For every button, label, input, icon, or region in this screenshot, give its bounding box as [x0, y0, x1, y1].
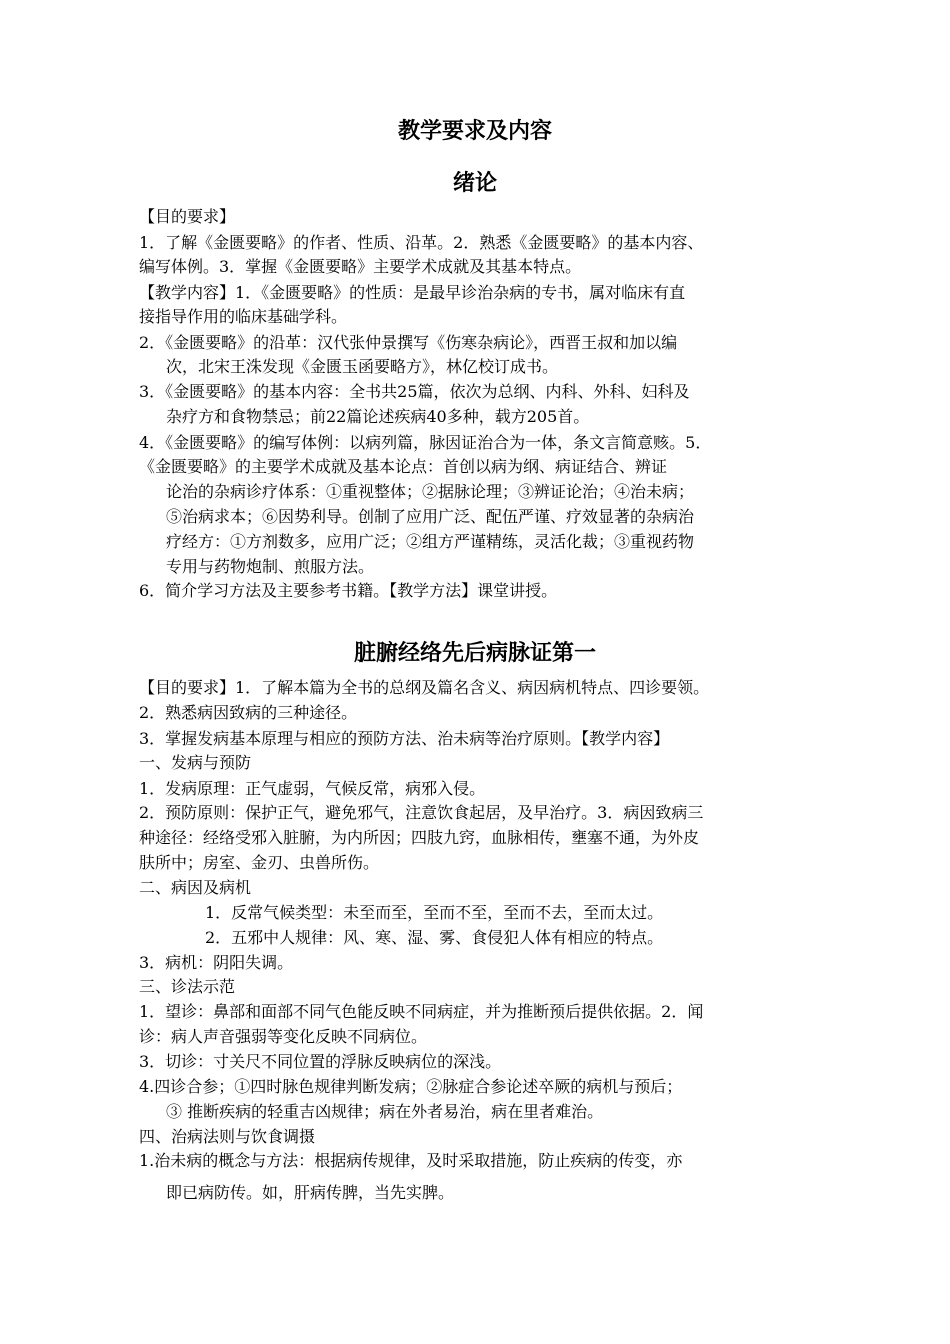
text-line: 1．望诊：鼻部和面部不同气色能反映不同病症，并为推断预后提供依据。2．闻 — [139, 1002, 704, 1021]
text-line: 2．预防原则：保护正气，避免邪气，注意饮食起居，及早治疗。3．病因致病三 — [139, 803, 704, 822]
text-line: 3．《金匮要略》的基本内容：全书共25篇，依次为总纲、内科、外科、妇科及 — [139, 382, 690, 401]
text-line: 三、诊法示范 — [139, 977, 236, 996]
text-line: 【目的要求】1．了解本篇为全书的总纲及篇名含义、病因病机特点、四诊要领。 — [139, 678, 710, 697]
text-line: 【教学内容】1．《金匮要略》的性质：是最早诊治杂病的专书，属对临床有直 — [139, 283, 686, 302]
text-line: ③ 推断疾病的轻重吉凶规律；病在外者易治，病在里者难治。 — [166, 1102, 604, 1121]
text-line: 论治的杂病诊疗体系：①重视整体；②据脉论理；③辨证论治；④治未病； — [166, 482, 695, 501]
section-title-introduction: 绪论 — [452, 171, 497, 196]
text-line: 4．《金匮要略》的编写体例：以病列篇，脉因证治合为一体，条文言简意赅。5． — [139, 433, 712, 452]
text-line: 诊：病人声音强弱等变化反映不同病位。 — [139, 1027, 428, 1046]
main-title: 教学要求及内容 — [397, 119, 552, 144]
text-line: 杂疗方和食物禁忌；前22篇论述疾病40多种，载方205首。 — [166, 407, 590, 426]
text-line: 1.治未病的概念与方法：根据病传规律，及时采取措施，防止疾病的传变，亦 — [139, 1151, 683, 1170]
text-line: 2．五邪中人规律：风、寒、湿、雾、食侵犯人体有相应的特点。 — [205, 928, 664, 947]
text-line: 疗经方：①方剂数多，应用广泛；②组方严谨精练，灵活化裁；③重视药物 — [166, 532, 695, 551]
text-line: 1．了解《金匮要略》的作者、性质、沿革。2．熟悉《金匮要略》的基本内容、 — [139, 233, 704, 252]
text-line: 四、治病法则与饮食调摄 — [139, 1127, 316, 1146]
text-line: 《金匮要略》的主要学术成就及基本论点：首创以病为纲、病证结合、辨证 — [139, 457, 668, 476]
text-line: 1．反常气候类型：未至而至，至而不至，至而不去，至而太过。 — [205, 903, 664, 922]
text-line: 2．熟悉病因致病的三种途径。 — [139, 703, 358, 722]
text-line: 1．发病原理：正气虚弱，气候反常，病邪入侵。 — [139, 779, 486, 798]
text-line: 一、发病与预防 — [139, 753, 252, 772]
text-line: 3．掌握发病基本原理与相应的预防方法、治未病等治疗原则。【教学内容】 — [139, 729, 670, 748]
text-line: 6．简介学习方法及主要参考书籍。【教学方法】课堂讲授。 — [139, 581, 558, 600]
text-line: 二、病因及病机 — [139, 878, 252, 897]
text-line: 即已病防传。如，肝病传脾，当先实脾。 — [166, 1183, 455, 1202]
text-line: 2．《金匮要略》的沿革：汉代张仲景撰写《伤寒杂病论》，西晋王叔和加以编 — [139, 333, 678, 352]
text-line: 次，北宋王洙发现《金匮玉函要略方》，林亿校订成书。 — [166, 357, 559, 376]
text-line: 3．病机：阴阳失调。 — [139, 953, 294, 972]
text-line: 编写体例。3．掌握《金匮要略》主要学术成就及其基本特点。 — [139, 257, 582, 276]
text-line: 3．切诊：寸关尺不同位置的浮脉反映病位的深浅。 — [139, 1052, 502, 1071]
text-line: ⑤治病求本；⑥因势利导。创制了应用广泛、配伍严谨、疗效显著的杂病治 — [166, 507, 695, 526]
section-title-chapter-one: 脏腑经络先后病脉证第一 — [353, 641, 596, 666]
text-line: 种途径：经络受邪入脏腑，为内所因；四肢九窍，血脉相传，壅塞不通，为外皮 — [139, 828, 700, 847]
text-line: 专用与药物炮制、煎服方法。 — [166, 557, 375, 576]
text-line: 接指导作用的临床基础学科。 — [139, 307, 348, 326]
text-line: 4.四诊合参；①四时脉色规律判断发病；②脉症合参论述卒厥的病机与预后； — [139, 1077, 683, 1096]
text-line: 【目的要求】 — [139, 207, 236, 226]
text-line: 肤所中；房室、金刃、虫兽所伤。 — [139, 853, 380, 872]
